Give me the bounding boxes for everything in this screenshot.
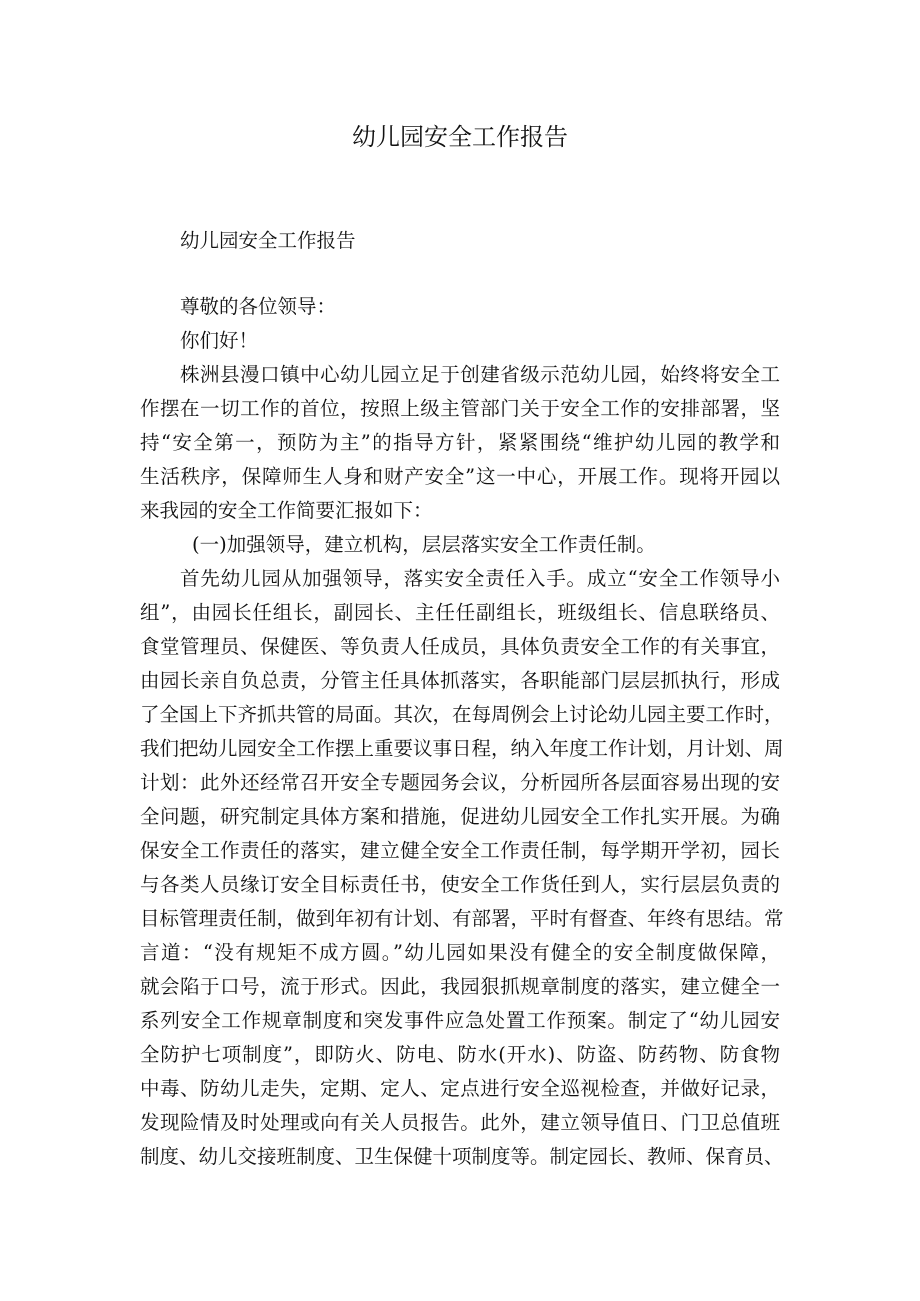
paragraph-line: 食堂管理员、保健医、等负责人任成员，具体负责安全工作的有关事宜，	[140, 635, 780, 658]
paragraph-intro	[140, 358, 780, 528]
paragraph-line: 制度、幼儿交接班制度、卫生保健十项制度等。制定园长、教师、保育员、	[140, 1145, 784, 1168]
greeting: 你们好！	[180, 329, 259, 352]
paragraph-line: 就会陷于口号，流于形式。因此，我园狠抓规章制度的落实，建立健全一	[140, 975, 780, 998]
paragraph-line: 了全国上下齐抓共管的局面。其次，在每周例会上讨论幼儿园主要工作时，	[140, 703, 784, 726]
paragraph-line: 系列安全工作规章制度和突发事件应急处置工作预案。制定了“幼儿园安	[140, 1009, 780, 1032]
document-subtitle: 幼儿园安全工作报告	[180, 229, 356, 252]
paragraph-line: 全问题，研究制定具体方案和措施，促进幼儿园安全工作扎实开展。为确	[140, 805, 780, 828]
paragraph-line: 全防护七项制度”，即防火、防电、防水(开水)、防盗、防药物、防食物	[140, 1043, 780, 1066]
paragraph-line: 来我园的安全工作简要汇报如下：	[140, 499, 433, 522]
paragraph-line: 与各类人员缘订安全目标责任书，使安全工作货任到人，实行层层负责的	[140, 873, 780, 896]
paragraph-line: 发现险情及时处理或向有关人员报告。此外，建立领导值日、门卫总值班	[140, 1111, 780, 1134]
paragraph-line: 保安全工作责任的落实，建立健全安全工作责任制，每学期开学初，园长	[140, 839, 780, 862]
paragraph-line: 计划：此外还经常召开安全专题园务会议，分析园所各层面容易出现的安	[140, 771, 780, 794]
paragraph-line: 持“安全第一，预防为主”的指导方针，紧紧围绕“维护幼儿园的教学和	[140, 431, 780, 454]
paragraph-line: 组”，由园长任组长，副园长、主任任副组长，班级组长、信息联络员、	[140, 601, 780, 624]
section-heading: (一)加强领导，建立机构，层层落实安全工作责任制。	[192, 533, 656, 556]
salutation: 尊敬的各位领导：	[180, 295, 337, 318]
paragraph-line: 作摆在一切工作的首位，按照上级主管部门关于安全工作的安排部署，坚	[140, 397, 780, 420]
paragraph-line: 目标管理责任制，做到年初有计划、有部署，平时有督查、年终有思结。常	[140, 907, 784, 930]
paragraph-line: 中毒、防幼儿走失，定期、定人、定点进行安全巡视检查，并做好记录，	[140, 1077, 780, 1100]
document-title: 幼儿园安全工作报告	[352, 123, 568, 151]
paragraph-leadership	[140, 562, 784, 1174]
paragraph-line: 生活秩序，保障师生人身和财产安全”这一中心，开展工作。现将开园以	[140, 465, 780, 488]
paragraph-line: 由园长亲自负总责，分管主任具体抓落实，各职能部门层层抓执行，形成	[140, 669, 780, 692]
paragraph-line: 首先幼儿园从加强领导，落实安全责任入手。成立“安全工作领导小	[180, 567, 780, 590]
paragraph-line: 言道：“没有规矩不成方圆。”幼儿园如果没有健全的安全制度做保障，	[140, 941, 780, 964]
paragraph-line: 株洲县漫口镇中心幼儿园立足于创建省级示范幼儿园，始终将安全工	[180, 363, 780, 386]
paragraph-line: 我们把幼儿园安全工作摆上重要议事日程，纳入年度工作计划，月计划、周	[140, 737, 784, 760]
